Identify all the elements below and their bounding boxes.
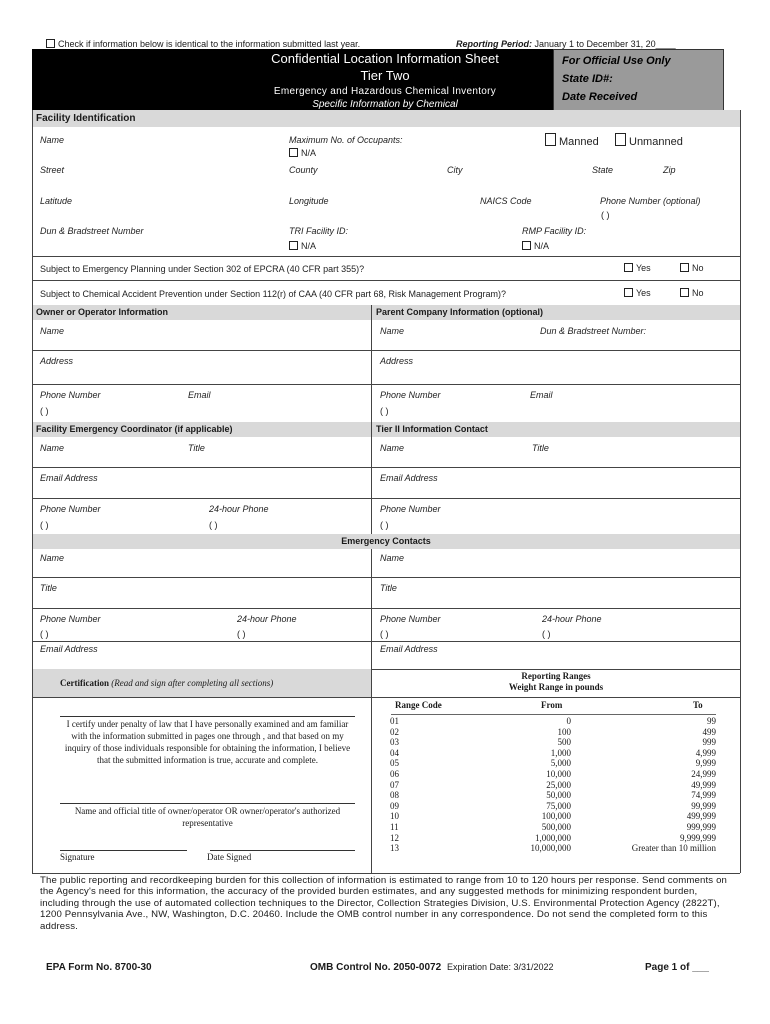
tri-label: TRI Facility ID: [289, 226, 349, 236]
range-to-cell: 9,999,999 [680, 832, 716, 843]
unmanned-label: Unmanned [629, 136, 683, 148]
facility-phone-label: Phone Number (optional) [600, 196, 701, 206]
range-to-cell: 49,999 [691, 779, 716, 790]
emergency2-email-label: Email Address [380, 644, 438, 654]
range-from-cell: 50,000 [546, 790, 571, 801]
emergency1-email-label: Email Address [40, 644, 98, 654]
ranges-heading-2: Weight Range in pounds [508, 682, 604, 692]
tier2-phone-paren: ( ) [380, 520, 389, 530]
identical-checkbox-label: Check if information below is identical to the information submitted last year. [58, 39, 361, 49]
col-to: To [693, 700, 703, 710]
parent-name-label: Name [380, 326, 405, 336]
parent-heading: Parent Company Information (optional) [372, 305, 740, 320]
range-to-cell: 9,999 [695, 758, 716, 769]
page-number: Page 1 of ___ [645, 962, 709, 973]
range-from-cell: 75,000 [546, 800, 571, 811]
divider [32, 384, 740, 385]
omb-control-number: OMB Control No. 2050-0072 [310, 962, 442, 973]
reporting-period [456, 39, 676, 49]
ranges-heading-1: Reporting Ranges [521, 671, 591, 681]
range-code-cell: 03 [390, 737, 399, 748]
date-signed-rule[interactable] [210, 850, 355, 851]
owner-email-label: Email [188, 390, 211, 400]
range-from-cell: 1,000,000 [535, 832, 571, 843]
range-to-cell: 4,999 [695, 747, 716, 758]
unmanned-option [615, 133, 683, 148]
column-divider [371, 549, 372, 669]
occupants-na [289, 148, 316, 158]
q112-yes-label: Yes [636, 288, 651, 298]
city-label: City [447, 165, 463, 175]
certification-note: (Read and sign after completing all sections) [111, 678, 274, 688]
dun-label: Dun & Bradstreet Number [40, 226, 144, 236]
range-from-cell: 0 [566, 716, 571, 726]
q302-no-checkbox[interactable] [680, 263, 689, 272]
form-line4: Specific Information by Chemical [312, 99, 458, 110]
rmp-label: RMP Facility ID: [522, 226, 587, 236]
divider [32, 608, 740, 609]
divider [32, 498, 740, 499]
naics-label: NAICS Code [480, 196, 532, 206]
range-to-cell: 999 [702, 737, 716, 748]
tier2-heading: Tier II Information Contact [372, 422, 740, 437]
state-id-label: State ID#: [562, 73, 613, 85]
name-title-label: Name and official title of owner/operator OR owner/operator's authorized representative [74, 806, 341, 828]
q302-yes [624, 263, 651, 273]
column-divider [371, 669, 372, 873]
tier2-name-label: Name [380, 443, 405, 453]
range-from-cell: 500 [557, 737, 571, 748]
range-code-cell: 02 [390, 726, 399, 737]
identical-checkbox-row [46, 39, 360, 49]
q302-label: Subject to Emergency Planning under Section 302 of EPCRA (40 CFR part 355)? [40, 264, 365, 274]
omb-info [310, 962, 554, 973]
frame-left [32, 110, 33, 873]
max-occupants-label: Maximum No. of Occupants: [289, 135, 403, 145]
form-line3: Emergency and Hazardous Chemical Inventory [273, 86, 497, 97]
rmp-na-checkbox[interactable] [522, 241, 531, 250]
facility-name-label: Name [40, 135, 65, 145]
column-divider [371, 422, 372, 534]
manned-checkbox[interactable] [545, 133, 556, 146]
certification-heading: Certification [60, 678, 109, 688]
form-title: Confidential Location Information Sheet [271, 51, 499, 66]
epa-form-number: EPA Form No. 8700-30 [46, 962, 152, 973]
latitude-label: Latitude [40, 196, 73, 206]
coordinator-title-label: Title [188, 443, 205, 453]
coordinator-24h-label: 24-hour Phone [209, 504, 269, 514]
date-received-label: Date Received [562, 91, 638, 103]
emergency1-24h-label: 24-hour Phone [237, 614, 297, 624]
certification-top-rule [60, 716, 355, 717]
emergency2-name-label: Name [380, 553, 405, 563]
coordinator-name-label: Name [40, 443, 65, 453]
q302-no-label: No [692, 263, 704, 273]
emergency2-phone-label: Phone Number [380, 614, 441, 624]
unmanned-checkbox[interactable] [615, 133, 626, 146]
coordinator-24h-paren: ( ) [209, 520, 218, 530]
range-to-cell: 99 [707, 716, 716, 726]
tier2-phone-label: Phone Number [380, 504, 441, 514]
county-label: County [289, 165, 318, 175]
frame-right [740, 110, 741, 873]
coordinator-email-label: Email Address [40, 473, 98, 483]
expiration-date: Expiration Date: 3/31/2022 [446, 962, 554, 972]
emergency2-24h-label: 24-hour Phone [542, 614, 602, 624]
rmp-na-label: N/A [534, 241, 550, 251]
form-subtitle: Tier Two [360, 68, 410, 83]
parent-address-label: Address [380, 356, 414, 366]
reporting-period-label: Reporting Period: [456, 39, 532, 49]
divider [32, 350, 740, 351]
range-code-cell: 12 [390, 832, 399, 843]
range-from-cell: 10,000 [546, 768, 571, 779]
owner-address-label: Address [40, 356, 74, 366]
range-to-cell: Greater than 10 million [631, 843, 716, 854]
signature-rule[interactable] [60, 850, 187, 851]
tri-na [289, 241, 316, 251]
range-from-cell: 500,000 [541, 821, 571, 832]
range-to-cell: 99,999 [691, 800, 716, 811]
owner-name-label: Name [40, 326, 65, 336]
col-range-code: Range Code [395, 700, 442, 710]
tier2-title-label: Title [532, 443, 549, 453]
emergency1-title-label: Title [40, 583, 57, 593]
range-code-cell: 01 [390, 716, 399, 726]
emergency2-phone-paren: ( ) [380, 629, 389, 639]
signature-label: Signature [60, 852, 95, 862]
range-code-cell: 04 [390, 747, 399, 758]
tri-na-checkbox[interactable] [289, 241, 298, 250]
range-code-cell: 05 [390, 758, 399, 769]
divider [32, 577, 740, 578]
q302-no [680, 263, 704, 273]
owner-heading: Owner or Operator Information [32, 305, 371, 320]
identical-checkbox[interactable] [46, 39, 55, 48]
range-code-cell: 07 [390, 779, 399, 790]
range-code-column [390, 716, 432, 854]
range-to-cell: 24,999 [691, 768, 716, 779]
divider [32, 641, 740, 642]
owner-phone-paren: ( ) [40, 406, 49, 416]
range-to-cell: 999,999 [686, 821, 716, 832]
range-code-cell: 13 [390, 843, 399, 854]
q112-yes-checkbox[interactable] [624, 288, 633, 297]
coordinator-phone-label: Phone Number [40, 504, 101, 514]
reporting-period-value: January 1 to December 31, 20____ [534, 39, 676, 49]
parent-dun-label: Dun & Bradstreet Number: [540, 326, 647, 336]
parent-email-label: Email [530, 390, 553, 400]
emergency1-phone-paren: ( ) [40, 629, 49, 639]
range-to-cell: 499 [702, 726, 716, 737]
q112-no [680, 288, 704, 298]
rmp-na [522, 241, 549, 251]
ranges-rule [391, 714, 716, 715]
emergency2-24h-paren: ( ) [542, 629, 551, 639]
divider [32, 256, 740, 257]
range-from-cell: 5,000 [550, 758, 571, 769]
range-from-cell: 100,000 [541, 811, 571, 822]
emergency1-phone-label: Phone Number [40, 614, 101, 624]
q112-label: Subject to Chemical Accident Prevention under Section 112(r) of CAA (40 CFR part 68, Risk Management Program)? [40, 289, 507, 299]
longitude-label: Longitude [289, 196, 329, 206]
emergency-heading: Emergency Contacts [32, 534, 740, 549]
date-signed-label: Date Signed [207, 852, 252, 862]
divider [32, 467, 740, 468]
burden-statement: The public reporting and recordkeeping burden for this collection of information is estimated to range from 10 to 120 hours per response. Send comments on the Agency's need for this information, the accuracy of the provided burden estimates, and any suggested methods for minimizing respondent burden, including through the use of automated collection techniques to the Director, Collection Strategies Division, U.S. Environmental Protection Agency (2822T), 1200 Pennsylvania Ave., NW, Washington, D.C. 20460. Include the OMB control number in any correspondence. Do not send the completed form to this address. [40, 875, 728, 932]
q302-yes-label: Yes [636, 263, 651, 273]
range-from-cell: 100 [557, 726, 571, 737]
owner-phone-label: Phone Number [40, 390, 101, 400]
emergency2-title-label: Title [380, 583, 397, 593]
range-to-column [590, 716, 716, 854]
occupants-na-checkbox[interactable] [289, 148, 298, 157]
q112-no-checkbox[interactable] [680, 288, 689, 297]
occupants-na-label: N/A [301, 148, 317, 158]
range-from-cell: 1,000 [550, 747, 571, 758]
parent-phone-paren: ( ) [380, 406, 389, 416]
certification-heading-bar [32, 669, 371, 697]
range-from-column [470, 716, 571, 854]
range-code-cell: 09 [390, 800, 399, 811]
range-code-cell: 06 [390, 768, 399, 779]
range-to-cell: 499,999 [686, 811, 716, 822]
divider [32, 873, 740, 874]
range-code-cell: 11 [390, 821, 399, 832]
zip-label: Zip [663, 165, 676, 175]
state-label: State [592, 165, 614, 175]
emergency1-name-label: Name [40, 553, 65, 563]
emergency1-24h-paren: ( ) [237, 629, 246, 639]
certification-text: I certify under penalty of law that I have personally examined and am familiar with the information submitted in pages one through , and that based on my inquiry of those individuals responsible for obtaining the information, I believe that the submitted information is true, accurate and complete. [64, 719, 351, 765]
divider [32, 280, 740, 281]
divider [32, 697, 740, 698]
col-from: From [541, 700, 563, 710]
ranges-heading [372, 671, 740, 693]
tri-na-label: N/A [301, 241, 317, 251]
range-from-cell: 25,000 [546, 779, 571, 790]
column-divider [371, 305, 372, 422]
official-use-box [553, 49, 724, 111]
coordinator-heading: Facility Emergency Coordinator (if applicable) [32, 422, 371, 437]
tier2-email-label: Email Address [380, 473, 438, 483]
coordinator-phone-paren: ( ) [40, 520, 49, 530]
q112-yes [624, 288, 651, 298]
range-to-cell: 74,999 [691, 790, 716, 801]
official-use-title: For Official Use Only [562, 55, 671, 67]
street-label: Street [40, 165, 65, 175]
q112-no-label: No [692, 288, 704, 298]
name-title-rule [60, 803, 355, 804]
range-from-cell: 10,000,000 [530, 843, 571, 854]
manned-option [545, 133, 599, 148]
facility-phone-paren: ( ) [601, 210, 610, 220]
q302-yes-checkbox[interactable] [624, 263, 633, 272]
facility-heading: Facility Identification [32, 110, 740, 127]
manned-label: Manned [559, 136, 599, 148]
range-code-cell: 08 [390, 790, 399, 801]
parent-phone-label: Phone Number [380, 390, 441, 400]
range-code-cell: 10 [390, 811, 399, 822]
